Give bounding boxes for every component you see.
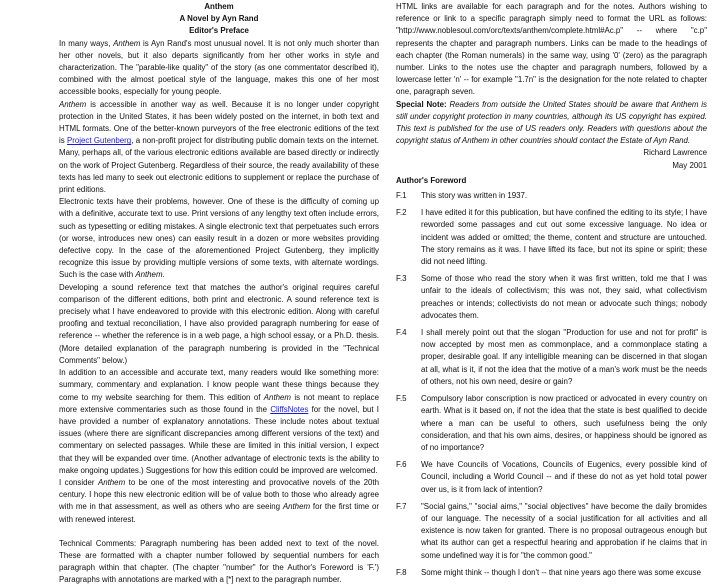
- technical-comments-continued: HTML links are available for each paragraph and for the notes. Authors wishing to reference or link to a specific paragraph simply need to format the URL as follows: "http://www.noblesoul.com/orc/texts/anthem/complete.html#Ac.p" -- where "c.p" represents the chapter and paragraph numbers. Links can be made to the headings of each chapter (the Roman numerals) in the same way, using '0' (zero) as the paragraph number. Links to the notes use the chapter and paragraph numbers, followed by a lowercase letter 'n' -- for example "1.7n" is the designation for the note related to chapter one, paragraph seven.: [396, 2, 707, 97]
- preface-paragraph-3: Electronic texts have their problems, however. One of these is the difficulty of coming up with a definitive, accurate text to use. Print versions of any lengthy text often include errors, such as typesetting or editing mistakes. A single electronic text that perpetuates such errors (or worse, introduces new ones) can easily result in a dozen or more websites providing defective copy. In the case of the aforementioned Project Gutenberg, they implicitly recognize this issue by providing multiple versions of some texts, with alternate wordings. Such is the case with Anthem.: [59, 197, 379, 280]
- paragraph-text: Some of those who read the story when it was first written, told me that I was unfair to the ideals of collectivism; this was not, they said, what collectivism preaches or intends; collectivists do not mean or advocate such things; nobody advocates them.: [421, 274, 707, 320]
- paragraph-number[interactable]: F.3: [396, 274, 407, 284]
- right-column: [396, 1, 707, 579]
- paragraph-number[interactable]: F.8: [396, 567, 407, 577]
- paragraph-number[interactable]: F.2: [396, 208, 407, 218]
- special-note: Special Note: Readers from outside the United States should be aware that Anthem is still under copyright protection in many countries, although its US copyright has expired. This text is published for the use of US readers only. Readers with questions about the copyright status of Anthem in other countries should contact the Estate of Ayn Rand.: [396, 99, 707, 146]
- preface-paragraph-5: In addition to an accessible and accurate text, many readers would like something more: summary, commentary and explanation. I know people want these things because they come to my website searching for them. This edition of Anthem is not meant to replace more extensive commentaries such as those found in the CliffsNotes for the novel, but I have provided a number of explanatory annotations. These include notes about textual issues (where there are significant discrepancies among different versions of the text) and commentary on selected passages. While these are limited in this initial version, I expect that they will be expanded over time. (Another advantage of electronic texts is the ability to make ongoing updates.) Suggestions for how this edition could be improved are welcomed.: [59, 368, 379, 475]
- project-gutenberg-link[interactable]: Project Gutenberg: [67, 136, 132, 146]
- document-subtitle: A Novel by Ayn Rand: [179, 14, 259, 24]
- paragraph-spacer: [59, 526, 379, 538]
- section-heading: Editor's Preface: [189, 26, 249, 36]
- foreword-paragraph: [396, 393, 707, 454]
- paragraph-text: I shall merely point out that the slogan "Production for use and not for profit" is now accepted by most men as commonplace, and a commonplace stating a proper, desirable goal. If any intelligible meaning can be discerned in that slogan at all, what is it, if not the idea that the motive of a man's work must be the needs of others, not his own need, desire or gain?: [421, 328, 707, 386]
- foreword-heading: Author's Foreword: [396, 175, 467, 185]
- foreword-paragraph: [396, 501, 707, 562]
- cliffsnotes-link[interactable]: CliffsNotes: [270, 404, 309, 414]
- preface-paragraph-4: Developing a sound reference text that matches the author's original requires careful comparison of the different editions, both print and electronic. A sound reference text is precisely what I have endeavored to provide with this electronic edition. Along with careful proofing and textual reconciliation, I have also provided paragraph numbering for ease of reference -- whether the reference is in a web page, a high school essay, or a Ph.D. thesis. (More detailed explanation of the paragraph numbering is provided in the "Technical Comments" below.): [59, 282, 379, 365]
- foreword-paragraph: [396, 327, 707, 388]
- foreword-paragraph: [396, 273, 707, 322]
- editor-date: May 2001: [672, 160, 707, 170]
- paragraph-text: This story was written in 1937.: [421, 191, 528, 201]
- paragraph-number[interactable]: F.4: [396, 328, 407, 338]
- foreword-paragraph: [396, 567, 707, 579]
- foreword-paragraph: [396, 207, 707, 268]
- preface-paragraph-2: Anthem is accessible in another way as well. Because it is no longer under copyright protection in the United States, it has been widely posted on the internet, in both text and HTML formats. One of the better-known purveyors of the free electronic editions of the text is Project Gutenberg, a non-profit project for distributing public domain texts on the internet. Many, perhaps all, of the various electronic editions available are based directly or indirectly on the work of Project Gutenberg. Regardless of their source, the ready availability of these texts has led many to seek out electronic editions to supplement or replace the purchase of print editions.: [59, 99, 379, 195]
- paragraph-text: Compulsory labor conscription is now practiced or advocated in every country on earth. What is it based on, if not the idea that the state is best qualified to decide where a man can be useful to others, such usefulness being the only consideration, and that his own aims, desires, or happiness should be ignored as of no importance?: [421, 394, 707, 452]
- paragraph-text: We have Councils of Vocations, Councils of Eugenics, every possible kind of Council, including a World Council -- and if these do not as yet hold total power over us, is it from lack of intention?: [421, 460, 707, 494]
- foreword-paragraph: [396, 190, 707, 202]
- paragraph-number[interactable]: F.5: [396, 394, 407, 404]
- paragraph-text: "Social gains," "social aims," "social objectives" have become the daily bromides of our language. The necessity of a social justification for all activities and all existence is now taken for granted. There is no proposal outrageous enough but what its author can get a respectful hearing and approbation if he claims that in some undefined way it is for "the common good.": [421, 501, 707, 560]
- preface-paragraph-6: I consider Anthem to be one of the most interesting and provocative novels of the 20th century. I hope this new electronic edition will be of value both to those who already agree with me in that assessment, as well as others who are seeing Anthem for the first time or with renewed interest.: [59, 477, 379, 524]
- paragraph-text: Some might think -- though I don't -- that nine years ago there was some excuse: [421, 567, 702, 577]
- preface-paragraph-1: In many ways, Anthem is Ayn Rand's most unusual novel. It is not only much shorter than her other novels, but it also departs significantly from her other works in style and characterization. The "parable-like quality" of the story (as one commentator described it), combined with the almost poetical style of the language, makes this one of her most accessible books, especially for young people.: [59, 38, 379, 97]
- paragraph-number[interactable]: F.1: [396, 191, 407, 201]
- editor-signature: Richard Lawrence: [643, 148, 707, 158]
- paragraph-number[interactable]: F.6: [396, 460, 407, 470]
- paragraph-number[interactable]: F.7: [396, 501, 407, 511]
- left-column: [59, 1, 379, 587]
- foreword-paragraph: [396, 459, 707, 496]
- document-title: Anthem: [204, 2, 234, 11]
- technical-comments-paragraph: Technical Comments: Paragraph numbering has been added next to text of the novel. These are formatted with a chapter number followed by sequential numbers for each paragraph within that chapter. (The chapter "number" for the Author's Foreword is 'F.') Paragraphs with annotations are marked with a [*] next to the paragraph number.: [59, 538, 379, 585]
- paragraph-text: I have edited it for this publication, but have confined the editing to its style; I have reworded some passages and cut out some excessive language. No idea or incident was added or omitted; the theme, content and structure are untouched. The story remains as it was. I have lifted its face, but not its spine or spirit; these did not need lifting.: [421, 208, 707, 267]
